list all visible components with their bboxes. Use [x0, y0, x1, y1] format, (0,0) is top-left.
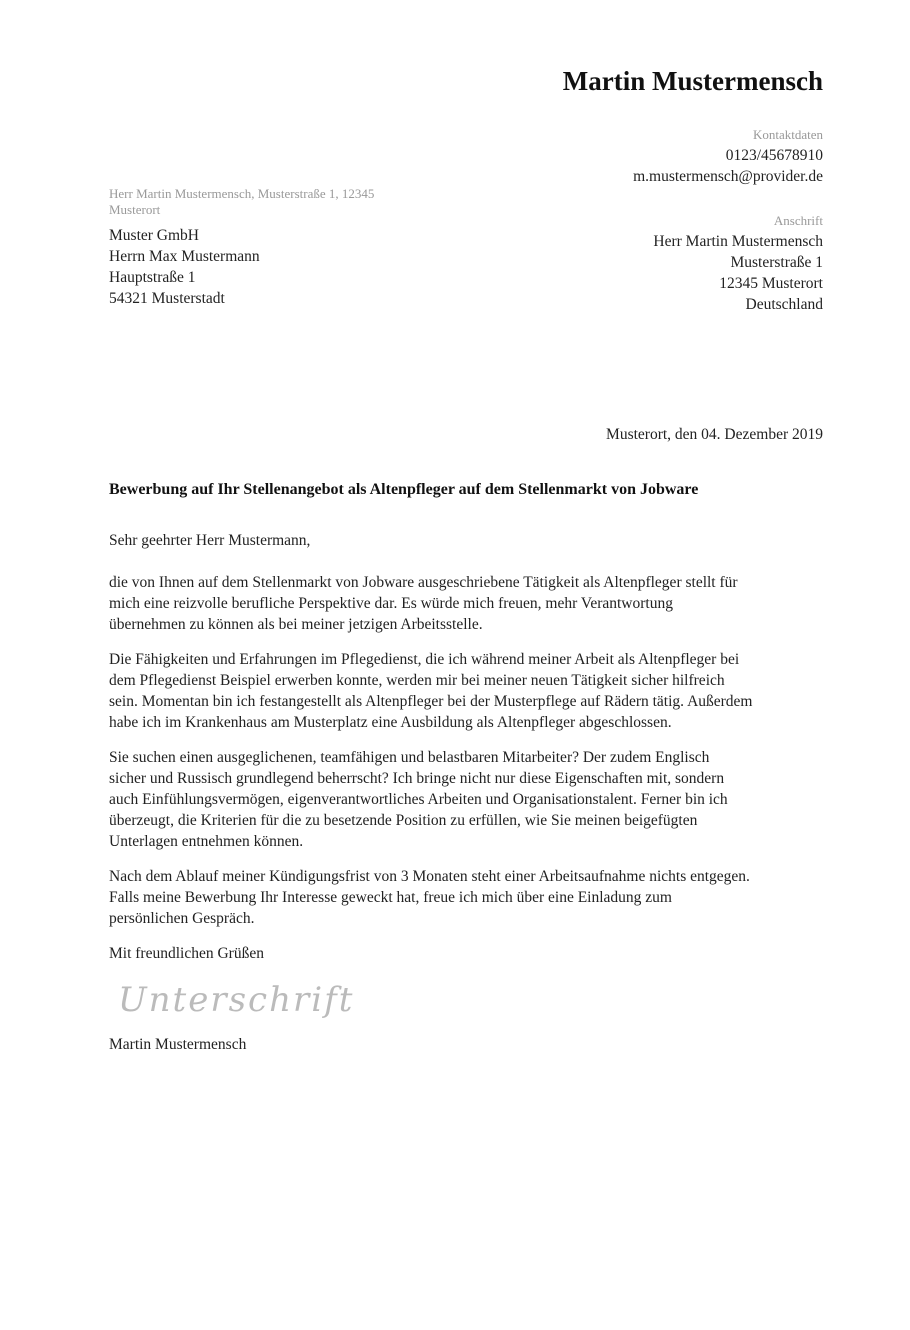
- address-label: Anschrift: [773, 213, 823, 228]
- address-line: 12345 Musterort: [719, 275, 823, 292]
- recipient-line: Muster GmbH: [109, 227, 199, 244]
- paragraph-line: dem Pflegedienst Beispiel erwerben konnte, werden mir bei meiner neuen Tätigkeit sicher hilfreich: [109, 672, 725, 689]
- body-paragraph: [109, 572, 819, 635]
- recipient-line: Hauptstraße 1: [109, 269, 196, 286]
- paragraph-line: Nach dem Ablauf meiner Kündigungsfrist von 3 Monaten steht einer Arbeitsaufnahme nichts entgegen.: [109, 868, 750, 885]
- address-block: [653, 210, 823, 315]
- signature-image: Unterschrift: [118, 980, 355, 1020]
- paragraph-line: Unterlagen entnehmen können.: [109, 833, 304, 850]
- body-paragraph: [109, 866, 819, 929]
- paragraph-line: Die Fähigkeiten und Erfahrungen im Pflegedienst, die ich während meiner Arbeit als Altenpfleger bei: [109, 651, 740, 668]
- paragraph-line: habe ich im Krankenhaus am Musterplatz eine Ausbildung als Altenpfleger abgeschlossen.: [109, 714, 672, 731]
- paragraph-line: auch Einfühlungsvermögen, eigenverantwortliches Arbeiten und Organisationstalent. Ferner bin ich: [109, 791, 728, 808]
- paragraph-line: Sie suchen einen ausgeglichenen, teamfähigen und belastbaren Mitarbeiter? Der zudem Englisch: [109, 749, 710, 766]
- recipient-line: 54321 Musterstadt: [109, 290, 225, 307]
- paragraph-line: persönlichen Gespräch.: [109, 910, 255, 927]
- letter-date: Musterort, den 04. Dezember 2019: [606, 426, 823, 443]
- paragraph-line: überzeugt, die Kriterien für die zu besetzende Position zu erfüllen, wie Sie meinen beigefügten: [109, 812, 698, 829]
- address-line: Herr Martin Mustermensch: [653, 233, 823, 250]
- recipient-block: [109, 225, 260, 309]
- contact-phone: 0123/45678910: [725, 147, 823, 164]
- paragraph-line: mich eine reizvolle berufliche Perspektive dar. Es würde mich freuen, mehr Verantwortung: [109, 595, 673, 612]
- address-line: Musterstraße 1: [730, 254, 823, 271]
- salutation: [109, 530, 819, 551]
- closing-text: Mit freundlichen Grüßen: [109, 945, 264, 962]
- letter-subject: Bewerbung auf Ihr Stellenangebot als Altenpfleger auf dem Stellenmarkt von Jobware: [109, 481, 699, 498]
- letter-body: [109, 530, 819, 978]
- paragraph-line: sein. Momentan bin ich festangestellt als Altenpfleger bei der Musterpflege auf Rädern tätig. Außerdem: [109, 693, 753, 710]
- paragraph-line: die von Ihnen auf dem Stellenmarkt von Jobware ausgeschriebene Tätigkeit als Altenpfleger stellt für: [109, 574, 738, 591]
- body-paragraph: [109, 649, 819, 733]
- contact-block: [633, 124, 823, 187]
- sender-name-heading: Martin Mustermensch: [562, 66, 823, 96]
- paragraph-line: übernehmen zu können als bei meiner jetzigen Arbeitsstelle.: [109, 616, 483, 633]
- signer-name: Martin Mustermensch: [109, 1036, 247, 1053]
- contact-label: Kontaktdaten: [752, 127, 823, 142]
- closing: [109, 943, 819, 964]
- recipient-line: Herrn Max Mustermann: [109, 248, 260, 265]
- contact-email: m.mustermensch@provider.de: [633, 168, 823, 185]
- address-line: Deutschland: [745, 296, 823, 313]
- paragraph-line: sicher und Russisch grundlegend beherrscht? Ich bringe nicht nur diese Eigenschaften mit, sondern: [109, 770, 725, 787]
- paragraph-line: Falls meine Bewerbung Ihr Interesse geweckt hat, freue ich mich über eine Einladung zum: [109, 889, 672, 906]
- salutation-text: Sehr geehrter Herr Mustermann,: [109, 532, 311, 549]
- sender-return-line: Herr Martin Mustermensch, Musterstraße 1, 12345 Musterort: [109, 186, 375, 217]
- body-paragraph: [109, 747, 819, 852]
